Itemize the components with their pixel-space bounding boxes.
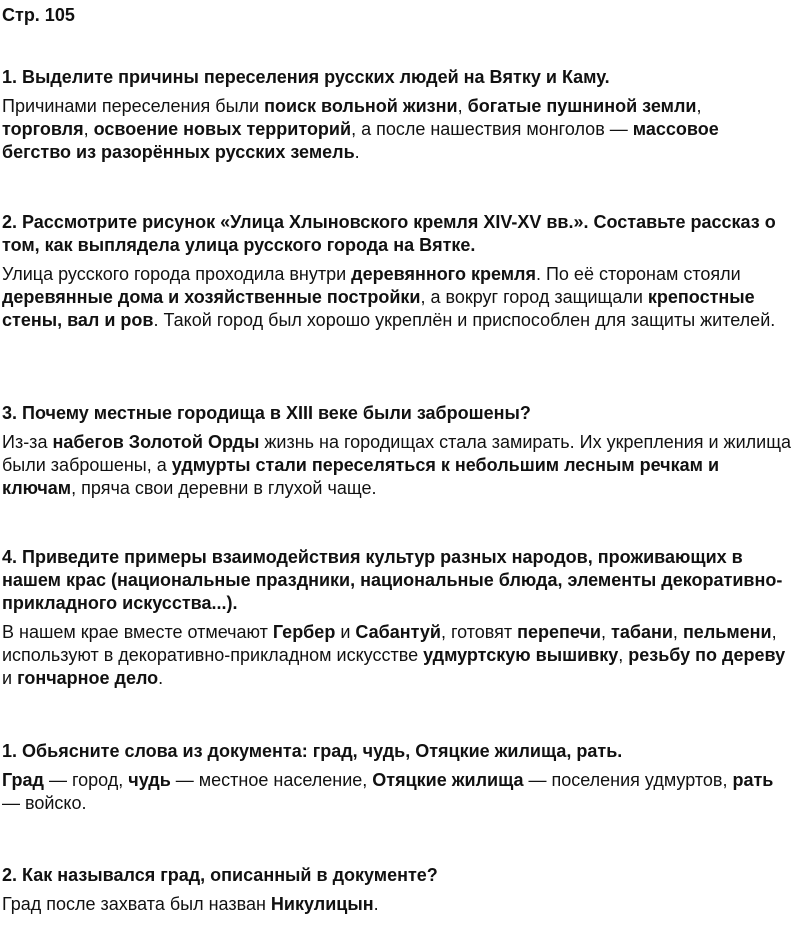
- answer-text-run: . Такой город был хорошо укреплён и приспособлен для защиты жителей.: [153, 310, 776, 330]
- answer-text-run: .: [158, 668, 164, 688]
- section-5: [2, 740, 792, 815]
- answer-text-run: — местное население,: [170, 770, 373, 790]
- answer-bold-term: Град: [2, 770, 44, 790]
- answer-text: [2, 95, 792, 164]
- answer-bold-term: поиск вольной жизни: [264, 96, 458, 116]
- answer-bold-term: крепостные стены, вал и ров: [2, 287, 755, 330]
- answer-bold-term: деревянные дома и хозяйственные постройки: [2, 287, 421, 307]
- answer-bold-term: богатые пушниной земли: [467, 96, 697, 116]
- answer-bold-term: Никулицын: [270, 894, 374, 914]
- answer-text-run: ,: [672, 622, 683, 642]
- answer-bold-term: удмурты стали переселяться к небольшим лесным речкам и ключам: [2, 455, 720, 498]
- answer-text-run: ,: [83, 119, 94, 139]
- answer-text-run: .: [373, 894, 379, 914]
- answer-bold-term: Отяцкие жилища: [372, 770, 524, 790]
- answer-text-run: — город,: [43, 770, 129, 790]
- answer-text-run: , а после нашествия монголов —: [351, 119, 633, 139]
- section-1: [2, 66, 792, 164]
- answer-text: [2, 769, 792, 815]
- answer-text-run: Из-за: [2, 432, 53, 452]
- answer-bold-term: резьбу по дереву: [628, 645, 786, 665]
- answer-bold-term: пельмени: [682, 622, 772, 642]
- answer-text-run: ,: [457, 96, 468, 116]
- answer-text: [2, 431, 792, 500]
- answer-text-run: . По её сторонам стояли: [535, 264, 741, 284]
- answer-bold-term: гончарное дело: [17, 668, 159, 688]
- section-2: [2, 211, 792, 332]
- answer-text-run: ,: [601, 622, 612, 642]
- answer-bold-term: табани: [611, 622, 673, 642]
- answer-text-run: , пряча свои деревни в глухой чаще.: [71, 478, 377, 498]
- question-heading: 3. Почему местные городища в XIII веке были заброшены?: [2, 403, 531, 423]
- answer-bold-term: удмуртскую вышивку: [423, 645, 619, 665]
- section-6: [2, 864, 792, 916]
- answer-text-run: .: [354, 142, 360, 162]
- question-heading: 2. Как назывался град, описанный в документе?: [2, 865, 438, 885]
- answer-bold-term: рать: [732, 770, 774, 790]
- answer-text-run: , а вокруг город защищали: [420, 287, 648, 307]
- answer-text: [2, 893, 792, 916]
- answer-text-run: В нашем крае вместе отмечают: [2, 622, 273, 642]
- answer-bold-term: перепечи: [517, 622, 601, 642]
- answer-text-run: , используют в декоративно-прикладном искусстве: [2, 622, 777, 665]
- page-number: Стр. 105: [2, 5, 75, 25]
- answer-text-run: — поселения удмуртов,: [523, 770, 733, 790]
- answer-bold-term: торговля: [2, 119, 84, 139]
- answer-bold-term: Гербер: [272, 622, 336, 642]
- question-heading: 1. Выделите причины переселения русских людей на Вятку и Каму.: [2, 67, 610, 87]
- answer-text-run: Улица русского города проходила внутри: [2, 264, 352, 284]
- question-heading: 4. Приведите примеры взаимодействия культур разных народов, проживающих в нашем крас (национальные праздники, национальные блюда, элементы декоративно-прикладного искусства...).: [2, 547, 783, 613]
- answer-text-run: и: [2, 668, 18, 688]
- answer-bold-term: деревянного кремля: [351, 264, 536, 284]
- answer-bold-term: массовое бегство из разорённых русских земель: [2, 119, 719, 162]
- answer-text-run: жизнь на городищах стала замирать. Их укрепления и жилища были заброшены, а: [2, 432, 792, 475]
- answer-text-run: ,: [618, 645, 629, 665]
- section-3: [2, 402, 792, 500]
- answer-text-run: — войско.: [2, 793, 87, 813]
- section-4: [2, 546, 792, 690]
- answer-bold-term: Сабантуй: [355, 622, 441, 642]
- answer-bold-term: набегов Золотой Орды: [52, 432, 260, 452]
- answer-bold-term: чудь: [128, 770, 171, 790]
- answer-bold-term: освоение новых территорий: [93, 119, 352, 139]
- question-heading: 2. Рассмотрите рисунок «Улица Хлыновского кремля XIV-XV вв.». Составьте рассказ о том, как выплядела улица русского города на Вятке.: [2, 212, 776, 255]
- question-heading: 1. Обьясните слова из документа: град, чудь, Отяцкие жилища, рать.: [2, 741, 623, 761]
- answer-text-run: , готовят: [440, 622, 518, 642]
- answer-text-run: Причинами переселения были: [2, 96, 265, 116]
- answer-text: [2, 263, 792, 332]
- answer-text-run: Град после захвата был назван: [2, 894, 271, 914]
- answer-text-run: и: [335, 622, 356, 642]
- answer-text: [2, 621, 792, 690]
- answer-text-run: ,: [696, 96, 702, 116]
